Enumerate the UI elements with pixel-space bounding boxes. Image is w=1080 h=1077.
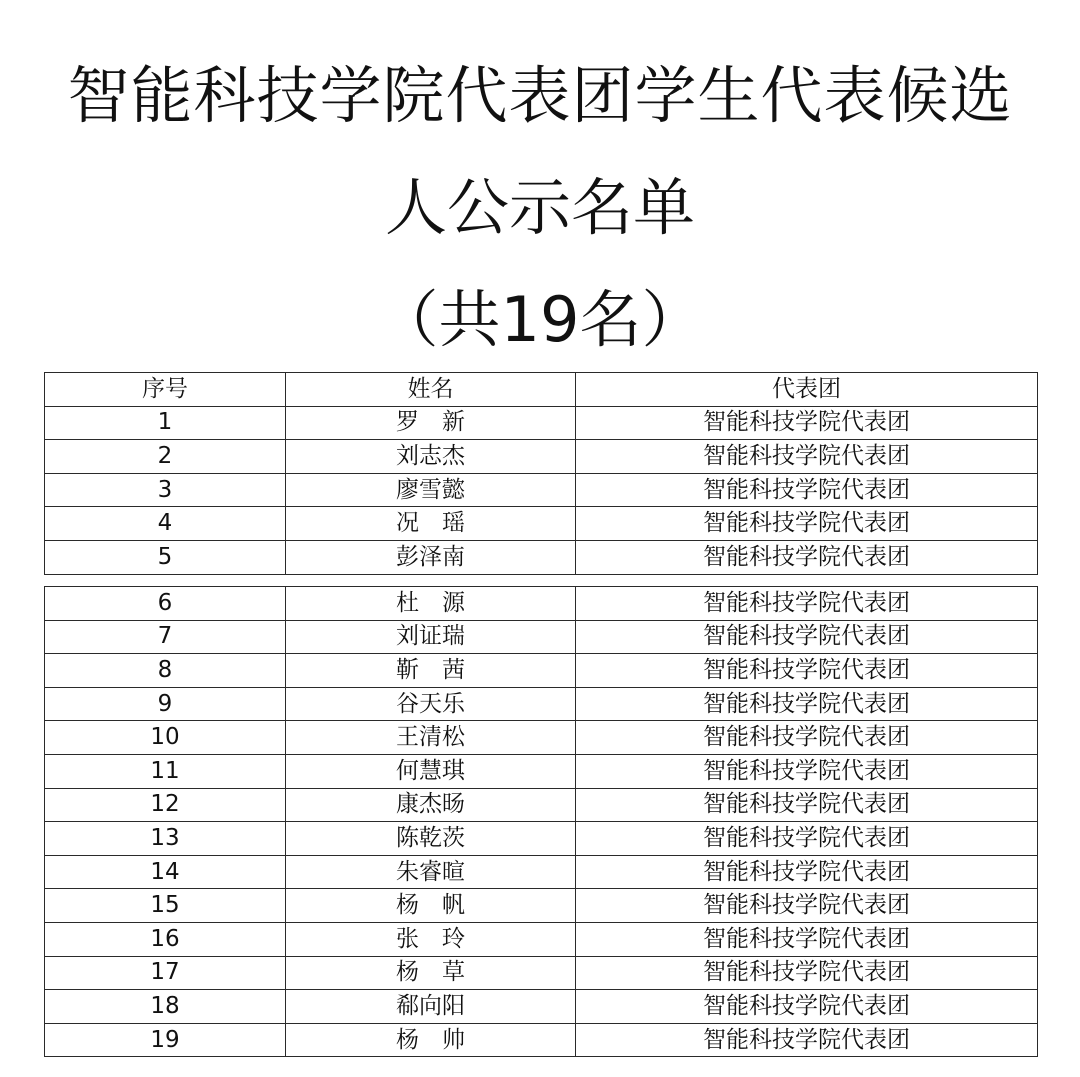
row-delegation: 智能科技学院代表团 <box>576 855 1038 889</box>
table-row <box>45 587 1038 621</box>
table-row <box>45 889 1038 923</box>
table-row <box>45 956 1038 990</box>
table-row <box>45 788 1038 822</box>
row-index: 17 <box>45 956 286 990</box>
header-name: 姓名 <box>286 373 576 407</box>
title-count: （共19名） <box>376 283 704 356</box>
table-row <box>45 687 1038 721</box>
row-delegation: 智能科技学院代表团 <box>576 473 1038 507</box>
row-delegation: 智能科技学院代表团 <box>576 922 1038 956</box>
row-delegation: 智能科技学院代表团 <box>576 990 1038 1024</box>
row-delegation: 智能科技学院代表团 <box>576 754 1038 788</box>
row-index: 3 <box>45 473 286 507</box>
row-name: 罗 新 <box>286 406 576 440</box>
row-name: 王清松 <box>286 721 576 755</box>
row-name: 杨 帅 <box>286 1023 576 1057</box>
row-name: 康杰旸 <box>286 788 576 822</box>
table-row <box>45 473 1038 507</box>
row-index: 18 <box>45 990 286 1024</box>
row-delegation: 智能科技学院代表团 <box>576 1023 1038 1057</box>
row-name: 彭泽南 <box>286 540 576 574</box>
row-delegation: 智能科技学院代表团 <box>576 507 1038 541</box>
row-index: 6 <box>45 587 286 621</box>
row-name: 陈乾茨 <box>286 822 576 856</box>
row-index: 12 <box>45 788 286 822</box>
table-row <box>45 440 1038 474</box>
row-name: 杜 源 <box>286 587 576 621</box>
row-name: 刘志杰 <box>286 440 576 474</box>
table-row <box>45 822 1038 856</box>
row-index: 8 <box>45 654 286 688</box>
row-index: 7 <box>45 620 286 654</box>
table-row <box>45 507 1038 541</box>
row-delegation: 智能科技学院代表团 <box>576 889 1038 923</box>
row-delegation: 智能科技学院代表团 <box>576 587 1038 621</box>
row-delegation: 智能科技学院代表团 <box>576 788 1038 822</box>
row-delegation: 智能科技学院代表团 <box>576 956 1038 990</box>
table-row <box>45 620 1038 654</box>
candidate-table-part-1 <box>44 372 1038 575</box>
header-index: 序号 <box>45 373 286 407</box>
row-delegation: 智能科技学院代表团 <box>576 721 1038 755</box>
title-line-2: 人公示名单 <box>384 171 695 244</box>
row-name: 廖雪懿 <box>286 473 576 507</box>
table-row <box>45 406 1038 440</box>
row-name: 杨 草 <box>286 956 576 990</box>
table-header-row <box>45 373 1038 407</box>
row-delegation: 智能科技学院代表团 <box>576 620 1038 654</box>
row-index: 9 <box>45 687 286 721</box>
row-delegation: 智能科技学院代表团 <box>576 687 1038 721</box>
row-name: 朱睿暄 <box>286 855 576 889</box>
row-index: 5 <box>45 540 286 574</box>
row-delegation: 智能科技学院代表团 <box>576 822 1038 856</box>
row-name: 杨 帆 <box>286 889 576 923</box>
row-index: 1 <box>45 406 286 440</box>
row-name: 刘证瑞 <box>286 620 576 654</box>
row-delegation: 智能科技学院代表团 <box>576 406 1038 440</box>
table-row <box>45 654 1038 688</box>
row-index: 11 <box>45 754 286 788</box>
row-index: 16 <box>45 922 286 956</box>
table-row <box>45 754 1038 788</box>
row-index: 2 <box>45 440 286 474</box>
row-name: 谷天乐 <box>286 687 576 721</box>
table-row <box>45 922 1038 956</box>
row-index: 10 <box>45 721 286 755</box>
title-line-1: 智能科技学院代表团学生代表候选 <box>67 59 1013 132</box>
table-row <box>45 1023 1038 1057</box>
candidate-table-part-2 <box>44 586 1038 1057</box>
table-row <box>45 990 1038 1024</box>
table-row <box>45 721 1038 755</box>
row-name: 郗向阳 <box>286 990 576 1024</box>
row-index: 14 <box>45 855 286 889</box>
row-name: 况 瑶 <box>286 507 576 541</box>
row-name: 何慧琪 <box>286 754 576 788</box>
row-index: 4 <box>45 507 286 541</box>
row-delegation: 智能科技学院代表团 <box>576 440 1038 474</box>
row-delegation: 智能科技学院代表团 <box>576 654 1038 688</box>
row-name: 张 玲 <box>286 922 576 956</box>
row-index: 13 <box>45 822 286 856</box>
table-row <box>45 855 1038 889</box>
header-delegation: 代表团 <box>576 373 1038 407</box>
row-index: 19 <box>45 1023 286 1057</box>
row-delegation: 智能科技学院代表团 <box>576 540 1038 574</box>
table-row <box>45 540 1038 574</box>
row-name: 靳 茜 <box>286 654 576 688</box>
row-index: 15 <box>45 889 286 923</box>
